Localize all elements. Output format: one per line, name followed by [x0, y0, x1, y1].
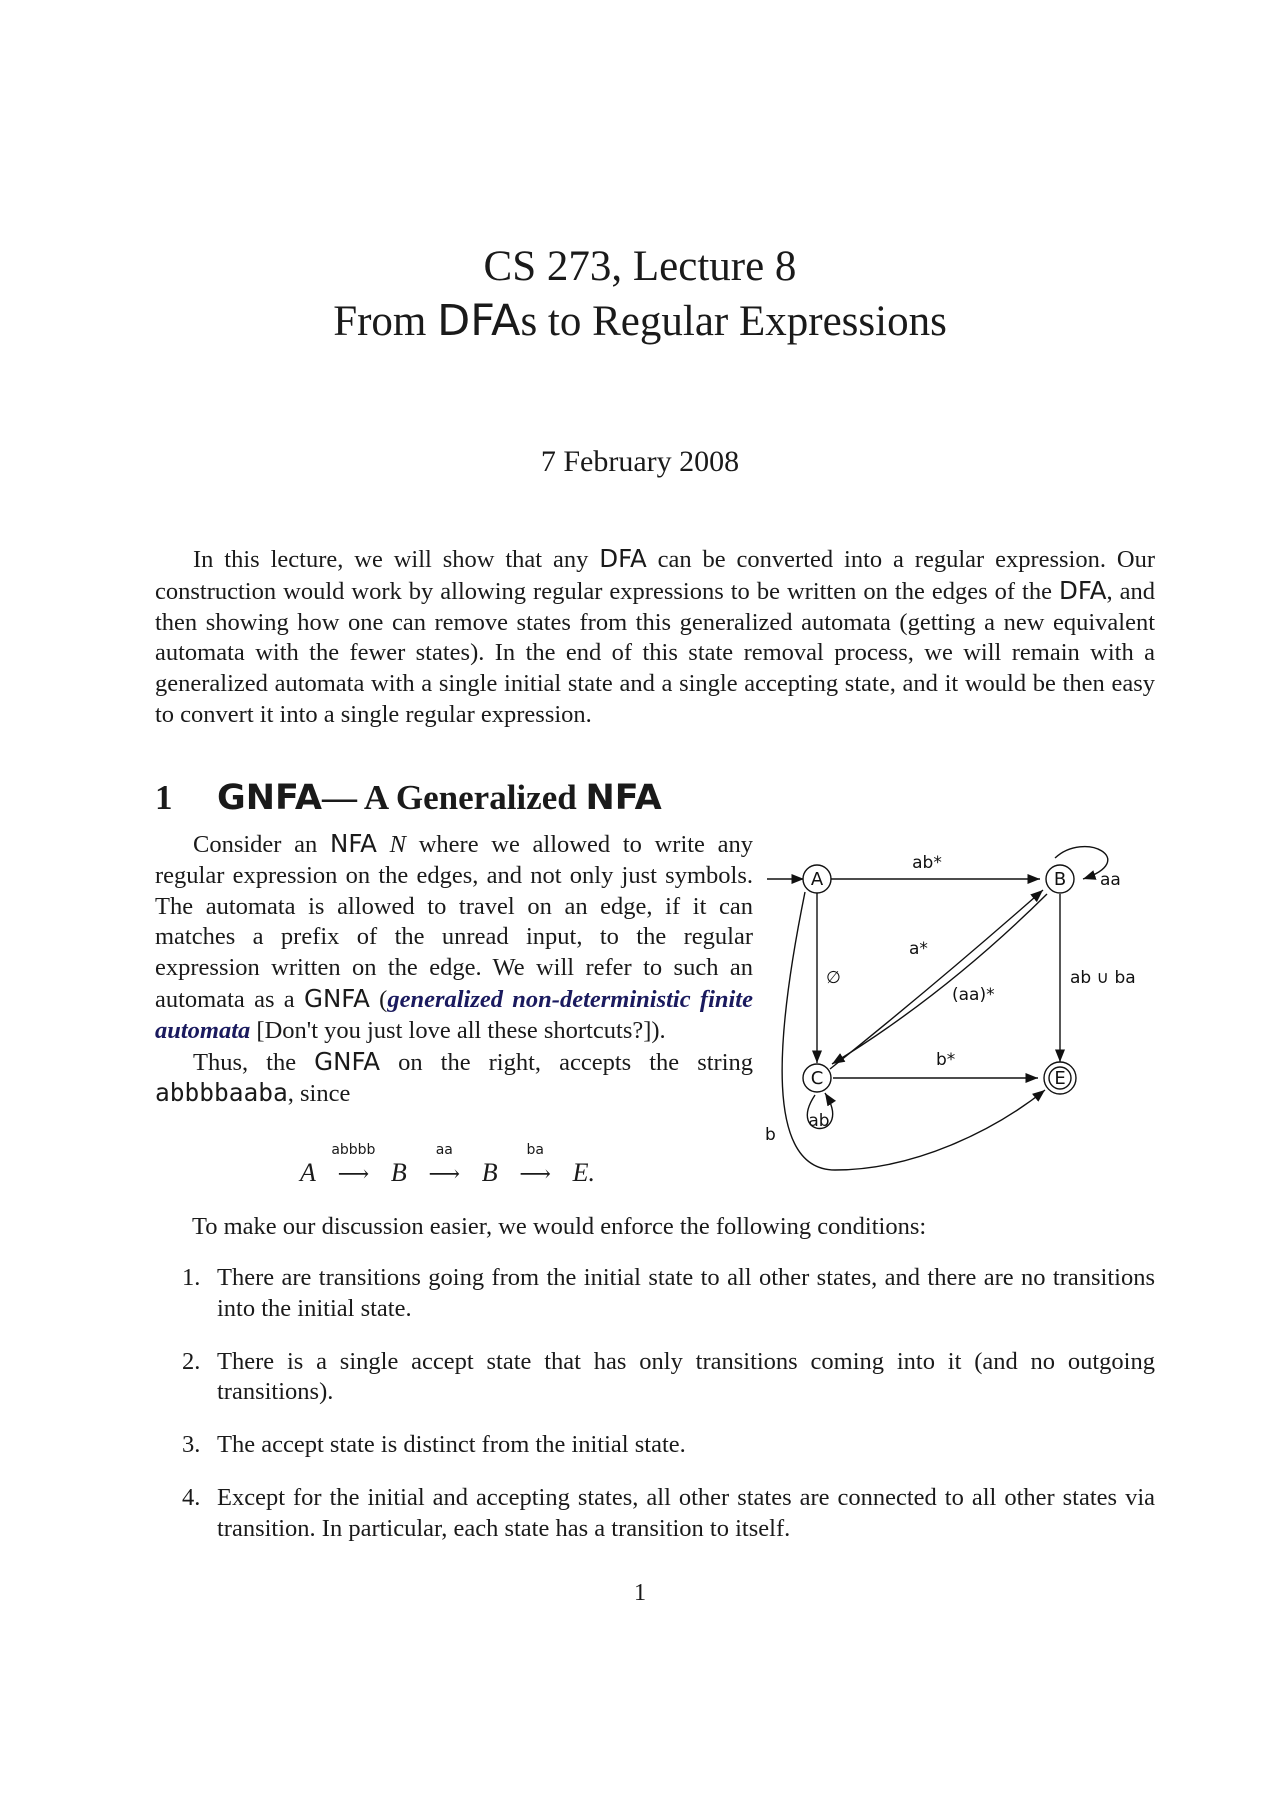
gnfa-definition: generalized non-deterministic finite automata: [155, 985, 753, 1044]
conditions-lead: To make our discussion easier, we would enforce the following conditions:: [192, 1213, 927, 1240]
edge-a-b-label: ab*: [912, 853, 942, 873]
title-line-2: From DFAs to Regular Expressions: [333, 296, 947, 346]
state-e-label: E: [1054, 1068, 1066, 1089]
title-line-1: CS 273, Lecture 8: [483, 243, 797, 290]
edge-c-b: [830, 890, 1043, 1069]
page-number: 1: [633, 1579, 647, 1606]
page-title: [0, 240, 1280, 349]
list-item: 4. Except for the initial and accepting states, all other states are connected to all other states via transition. In particular, each state has a transition to itself.: [182, 1483, 1155, 1542]
gnfa-diagram: [755, 840, 1175, 1180]
edge-b-e-label: ab ∪ ba: [1070, 968, 1136, 988]
list-item: 3. The accept state is distinct from the initial state.: [182, 1431, 686, 1459]
derivation-chain: A abbbb ⟶ B aa ⟶ B ba ⟶ E.: [300, 1142, 596, 1187]
gnfa-paragraph-2: Thus, the GNFA on the right, accepts the string abbbbaaba, since: [155, 1046, 754, 1108]
edge-b-loop-label: aa: [1100, 870, 1121, 890]
edge-c-b-label: a*: [909, 939, 928, 959]
edge-c-loop-label: ab: [808, 1111, 830, 1131]
section-heading: 1 GNFA— A Generalized NFA: [155, 778, 662, 818]
list-item: 2. There is a single accept state that has only transitions coming into it (and no outgoing transitions).: [182, 1347, 1155, 1406]
date: 7 February 2008: [540, 445, 740, 478]
section-number: 1: [155, 778, 173, 817]
list-item: 1. There are transitions going from the initial state to all other states, and there are no transitions into the initial state.: [182, 1264, 1155, 1322]
state-b-label: B: [1053, 869, 1067, 890]
derivation-arrow-2: aa ⟶: [428, 1142, 461, 1186]
state-a-label: A: [810, 869, 824, 890]
edge-b-c-label: (aa)*: [952, 985, 995, 1005]
edge-a-c-label: ∅: [826, 968, 841, 988]
example-string: abbbbaaba: [155, 1078, 288, 1108]
edge-a-e-label: b: [765, 1125, 776, 1145]
state-c-label: C: [810, 1068, 824, 1089]
gnfa-paragraph-1: Consider an NFA N where we allowed to write any regular expression on the edges, and not only just symbols. The automata is allowed to travel on an edge, if it can matches a prefix of the unread input, to the regular expression written on the edge. We will refer to such an automata as a GNFA (generalized non-deterministic finite automata [Don't you just love all these shortcuts?]).: [155, 829, 754, 1044]
derivation-arrow-3: ba ⟶: [519, 1142, 551, 1186]
derivation-arrow-1: abbbb ⟶: [331, 1142, 376, 1186]
dfa-acronym: DFA: [437, 296, 521, 346]
intro-paragraph: In this lecture, we will show that any DFA can be converted into a regular expression. Our construction would work by allowing regular expressions to be written on the edges of the DFA, and then showing how one can remove states from this generalized automata (getting a new equivalent automata with the fewer states). In the end of this state removal process, we will remain with a generalized automata with a single initial state and a single accepting state, and it would be then easy to convert it into a single regular expression.: [155, 544, 1155, 728]
conditions-list: [182, 1263, 1155, 1567]
gnfa-description: [155, 829, 753, 1110]
edge-c-e-label: b*: [936, 1050, 956, 1070]
